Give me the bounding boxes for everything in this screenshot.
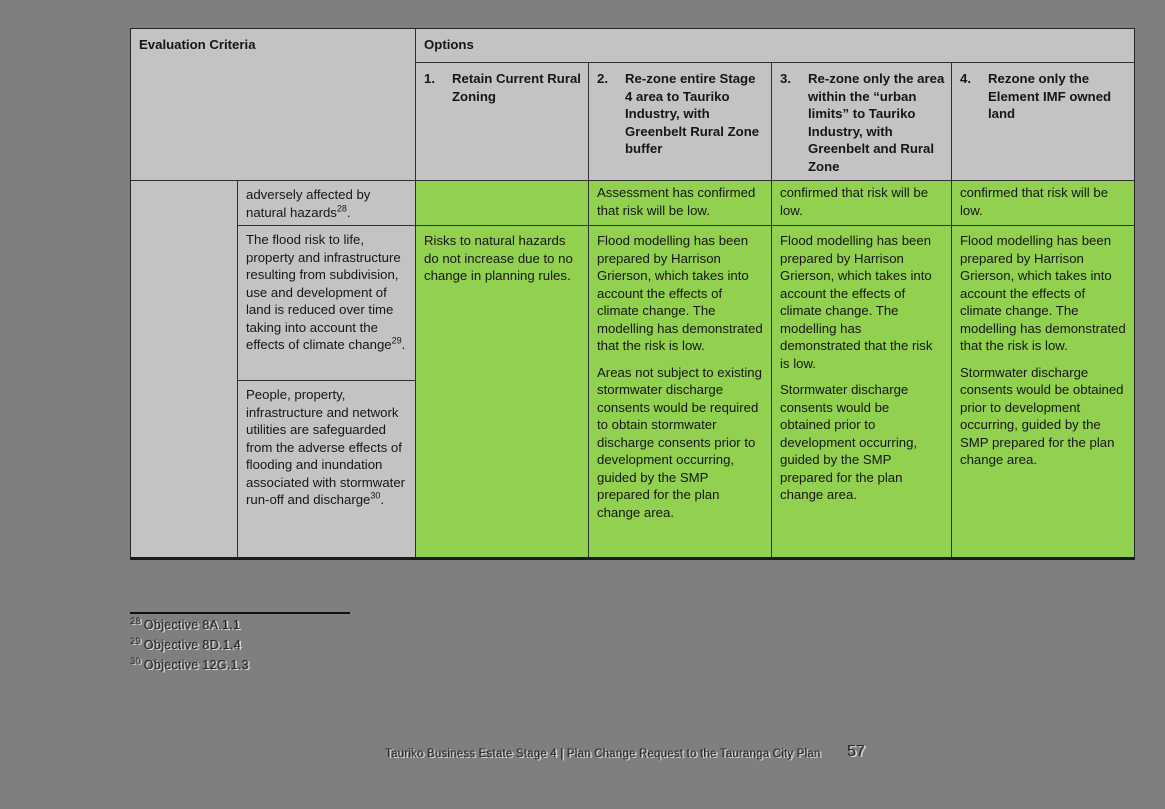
option-3-assessment-cell: [772, 226, 951, 557]
footnote-ref-29: 29: [391, 335, 402, 346]
footnote-28: [130, 615, 241, 632]
criteria-cell-natural-hazards: [238, 181, 415, 225]
options-header-cell: [416, 29, 1134, 62]
criteria-text: The flood risk to life, property and infrastructure resulting from subdivision, use and development of land is reduced over time taking into account the effects of climate change: [246, 232, 401, 352]
option-2-assessment-cell: [589, 226, 771, 557]
option-4-header-cell: [952, 63, 1134, 180]
footnote-marker: 30: [130, 655, 141, 666]
criteria-suffix: .: [380, 492, 385, 507]
criteria-suffix: .: [346, 204, 351, 220]
criteria-cell-flood-risk: [238, 226, 415, 380]
evaluation-criteria-header-label: Evaluation Criteria: [139, 37, 256, 52]
option-4-label: Rezone only the Element IMF owned land: [988, 71, 1112, 121]
page-number: 57: [847, 743, 865, 760]
footnote-text: Objective 8A.1.1: [143, 618, 241, 632]
footnote-30: [130, 655, 249, 672]
footnote-marker: 28: [130, 615, 141, 626]
option-2-number: 2.: [597, 71, 608, 86]
option-3-row1-cell: [772, 181, 951, 225]
cell-text: confirmed that risk will be low.: [960, 185, 1109, 218]
cell-paragraph: Stormwater discharge consents would be obtained prior to development occurring, guided by the SMP prepared for the plan change area.: [960, 364, 1124, 467]
evaluation-options-table: [130, 28, 1135, 560]
cell-paragraph: Areas not subject to existing stormwater discharge consents would be required to obtain stormwater discharge consents prior to development occurring, guided by the SMP prepared for the plan change area.: [597, 364, 762, 520]
cell-paragraph: Stormwater discharge consents would be obtained prior to development occurring, guided by the SMP prepared for the plan change area.: [780, 382, 918, 502]
footnote-ref-28: 28: [336, 203, 347, 214]
footnote-marker: 29: [130, 635, 141, 646]
cell-paragraph: Flood modelling has been prepared by Harrison Grierson, which takes into account the effects of climate change. The modelling has demonstrated that the risk is low.: [960, 233, 1126, 353]
cell-paragraph: Risks to natural hazards do not increase due to no change in planning rules.: [424, 233, 573, 283]
option-1-assessment-cell: [416, 226, 588, 557]
cell-paragraph: Flood modelling has been prepared by Harrison Grierson, which takes into account the effects of climate change. The modelling has demonstrated that the risk is low.: [597, 233, 763, 353]
cell-text: confirmed that risk will be low.: [780, 185, 929, 218]
criteria-group-spacer-cell: [131, 181, 237, 557]
footnote-text: Objective 12G.1.3: [143, 658, 249, 672]
footnote-ref-30: 30: [370, 490, 381, 501]
criteria-suffix: .: [401, 337, 406, 352]
option-1-number: 1.: [424, 71, 435, 86]
cell-text: Assessment has confirmed that risk will be low.: [597, 185, 756, 218]
option-3-number: 3.: [780, 71, 791, 86]
option-1-label: Retain Current Rural Zoning: [452, 71, 581, 104]
footer-document-title: Tauriko Business Estate Stage 4 | Plan Change Request to the Tauranga City Plan: [385, 748, 821, 760]
criteria-cell-stormwater-safeguard: [238, 381, 415, 557]
evaluation-criteria-header-cell: [131, 29, 415, 180]
criteria-text: People, property, infrastructure and network utilities are safeguarded from the adverse effects of flooding and inundation associated with stormwater run-off and discharge: [246, 387, 406, 507]
option-1-row1-cell: [416, 181, 588, 225]
option-2-label: Re-zone entire Stage 4 area to Tauriko Industry, with Greenbelt Rural Zone buffer: [625, 71, 760, 156]
option-1-header-cell: [416, 63, 588, 180]
option-2-row1-cell: [589, 181, 771, 225]
options-header-label: Options: [424, 37, 474, 52]
option-2-header-cell: [589, 63, 771, 180]
option-4-assessment-cell: [952, 226, 1134, 557]
option-3-label: Re-zone only the area within the “urban limits” to Tauriko Industry, with Greenbelt and Rural Zone: [808, 71, 945, 174]
footnote-29: [130, 635, 241, 652]
footnote-text: Objective 8D.1.4: [143, 638, 241, 652]
option-4-number: 4.: [960, 71, 971, 86]
criteria-text: adversely affected by natural hazards: [246, 187, 371, 220]
footnote-divider: [130, 612, 350, 614]
option-4-row1-cell: [952, 181, 1134, 225]
option-3-header-cell: [772, 63, 951, 180]
cell-paragraph: Flood modelling has been prepared by Harrison Grierson, which takes into account the effects of climate change. The modelling has demonstrated that the risk is low.: [780, 233, 933, 371]
